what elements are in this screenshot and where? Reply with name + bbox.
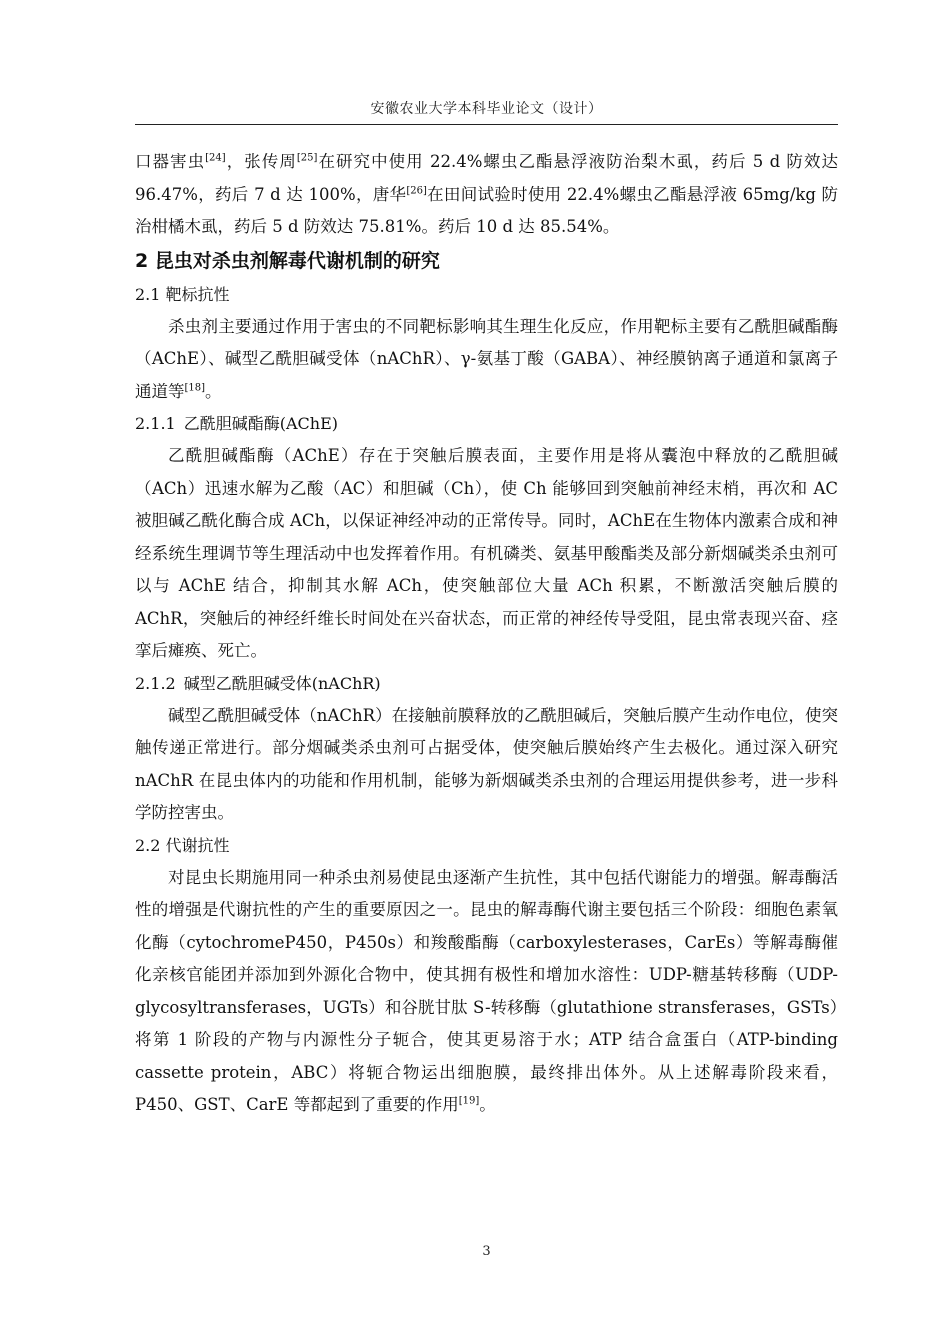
paragraph-nachr: 碱型乙酰胆碱受体（nAChR）在接触前膜释放的乙酰胆碱后，突触后膜产生动作电位，使突触传递正常进行。部分烟碱类杀虫剂可占据受体，使突触后膜始终产生去极化。通过深入研究 nAChR 在昆虫体内的功能和作用机制，能够为新烟碱类杀虫剂的合理运用提供参考，进一步科学防控害虫。 bbox=[135, 705, 838, 822]
paragraph-ache: 乙酰胆碱酯酶（AChE）存在于突触后膜表面，主要作用是将从囊泡中释放的乙酰胆碱（ACh）迅速水解为乙酸（AC）和胆碱（Ch），使 Ch 能够回到突触前神经末梢，再次和 AC 被胆碱乙酰化酶合成 ACh，以保证神经冲动的正常传导。同时，AChE在生物体内激素合成和神经系统生理调节等生理活动中也发挥着作用。有机磷类、氨基甲酸酯类及部分新烟碱类杀虫剂可以与 AChE 结合，抑制其水解 ACh，使突触部位大量 ACh 积累，不断激活突触后膜的 AChR，突触后的神经纤维长时间处在兴奋状态，而正常的神经传导受阻，昆虫常表现兴奋、痉挛后瘫痪、死亡。 bbox=[135, 446, 838, 660]
paragraph-metabolic-resistance bbox=[135, 862, 838, 1122]
text-run: 在研究中使用 22.4%螺虫乙酯悬浮液防治梨木虱，药后 5 d 防效达 96.47%，药后 7 d 达 100%，唐华 bbox=[135, 152, 838, 204]
running-header: 安徽农业大学本科毕业论文（设计） bbox=[370, 101, 603, 117]
body-content bbox=[135, 146, 838, 1122]
subsubsection-heading-2-1-1 bbox=[135, 408, 838, 440]
text-run: 对昆虫长期施用同一种杀虫剂易使昆虫逐渐产生抗性，其中包括代谢能力的增强。解毒酶活性的增强是代谢抗性的产生的重要原因之一。昆虫的解毒酶代谢主要包括三个阶段：细胞色素氧化酶（cytochromeP450，P450s）和羧酸酯酶（carboxylesterases，CarEs）等解毒酶催化亲核官能团并添加到外源化合物中，使其拥有极性和增加水溶性：UDP-糖基转移酶（UDP-glycosyltransferases，UGTs）和谷胱甘肽 S-转移酶（glutathione stransferases，GSTs）将第 1 阶段的产物与内源性分子轭合，使其更易溶于水；ATP 结合盒蛋白（ATP-binding cassette protein，ABC）将轭合物运出细胞膜，最终排出体外。从上述解毒阶段来看，P450、GST、CarE 等都起到了重要的作用 bbox=[135, 867, 838, 1114]
paragraph-target-resistance bbox=[135, 311, 838, 409]
heading-number: 2.1.2 bbox=[135, 673, 176, 693]
citation: [26] bbox=[406, 185, 427, 196]
subsection-heading-2-2: 2.2 代谢抗性 bbox=[135, 835, 230, 855]
text-run: ，张传周 bbox=[225, 152, 297, 171]
citation: [18] bbox=[184, 382, 206, 393]
citation: [24] bbox=[205, 152, 226, 164]
text-run: 杀虫剂主要通过作用于害虫的不同靶标影响其生理生化反应，作用靶标主要有乙酰胆碱酯酶（AChE）、碱型乙酰胆碱受体（nAChR）、γ-氨基丁酸（GABA）、神经膜钠离子通道和氯离子通道等 bbox=[135, 316, 838, 401]
heading-text: 乙酰胆碱酯酶(AChE) bbox=[183, 414, 338, 433]
page-number: 3 bbox=[482, 1244, 491, 1259]
citation: [19] bbox=[458, 1095, 480, 1107]
text-run: 口器害虫 bbox=[135, 152, 206, 171]
subsection-heading-2-1: 2.1 靶标抗性 bbox=[135, 284, 230, 304]
header-rule bbox=[135, 124, 838, 125]
citation: [25] bbox=[296, 152, 318, 164]
text-run: 。 bbox=[205, 381, 222, 401]
text-run: 。 bbox=[479, 1095, 496, 1114]
section-heading-2: 2 昆虫对杀虫剂解毒代谢机制的研究 bbox=[135, 249, 440, 272]
heading-text: 碱型乙酰胆碱受体(nAChR) bbox=[183, 673, 381, 693]
text-run: 在田间试验时使用 22.4%螺虫乙酯悬浮液 65mg/kg 防治柑橘木虱，药后 5 d 防效达 75.81%。药后 10 d 达 85.54%。 bbox=[135, 184, 838, 236]
heading-number: 2.1.1 bbox=[135, 414, 176, 433]
subsubsection-heading-2-1-2 bbox=[135, 668, 838, 700]
paragraph-intro-continued bbox=[135, 146, 838, 244]
